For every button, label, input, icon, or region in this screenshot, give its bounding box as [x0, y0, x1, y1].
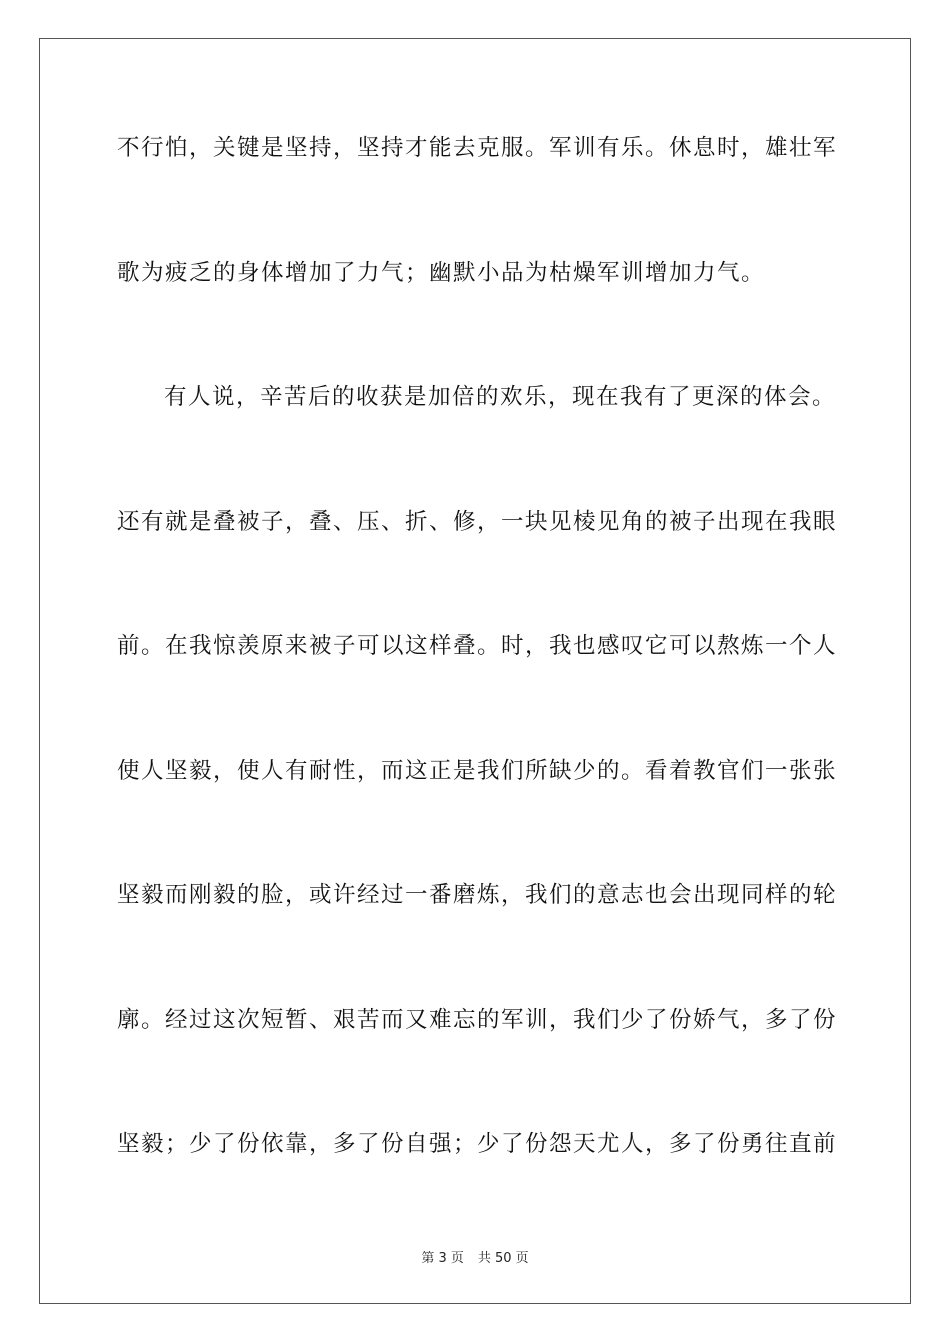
text-line-8: 廓。经过这次短暂、艰苦而又难忘的军训，我们少了份娇气，多了份 — [117, 1006, 838, 1033]
text-line-1: 不行怕，关键是坚持，坚持才能去克服。军训有乐。休息时，雄壮军 — [117, 135, 838, 161]
text-line-6: 使人坚毅，使人有耐性，而这正是我们所缺少的。看着教官们一张张 — [117, 757, 838, 784]
page-total: 共 50 页 — [477, 1251, 529, 1266]
text-line-5: 前。在我惊羡原来被子可以这样叠。时，我也感叹它可以熬炼一个人 — [117, 633, 838, 659]
text-line-3: 有人说，辛苦后的收获是加倍的欢乐，现在我有了更深的体会。 — [164, 384, 837, 410]
page-footer — [0, 1247, 950, 1266]
text-line-2: 歌为疲乏的身体增加了力气；幽默小品为枯燥军训增加力气。 — [117, 259, 766, 286]
text-line-9: 坚毅；少了份依靠，多了份自强；少了份怨天尤人，多了份勇往直前 — [117, 1131, 838, 1157]
text-line-4: 还有就是叠被子，叠、压、折、修，一块见棱见角的被子出现在我眼 — [117, 508, 838, 535]
page-number: 第 3 页 — [421, 1251, 464, 1266]
document-body — [117, 124, 838, 1245]
text-line-7: 坚毅而刚毅的脸，或许经过一番磨炼，我们的意志也会出现同样的轮 — [117, 882, 838, 908]
